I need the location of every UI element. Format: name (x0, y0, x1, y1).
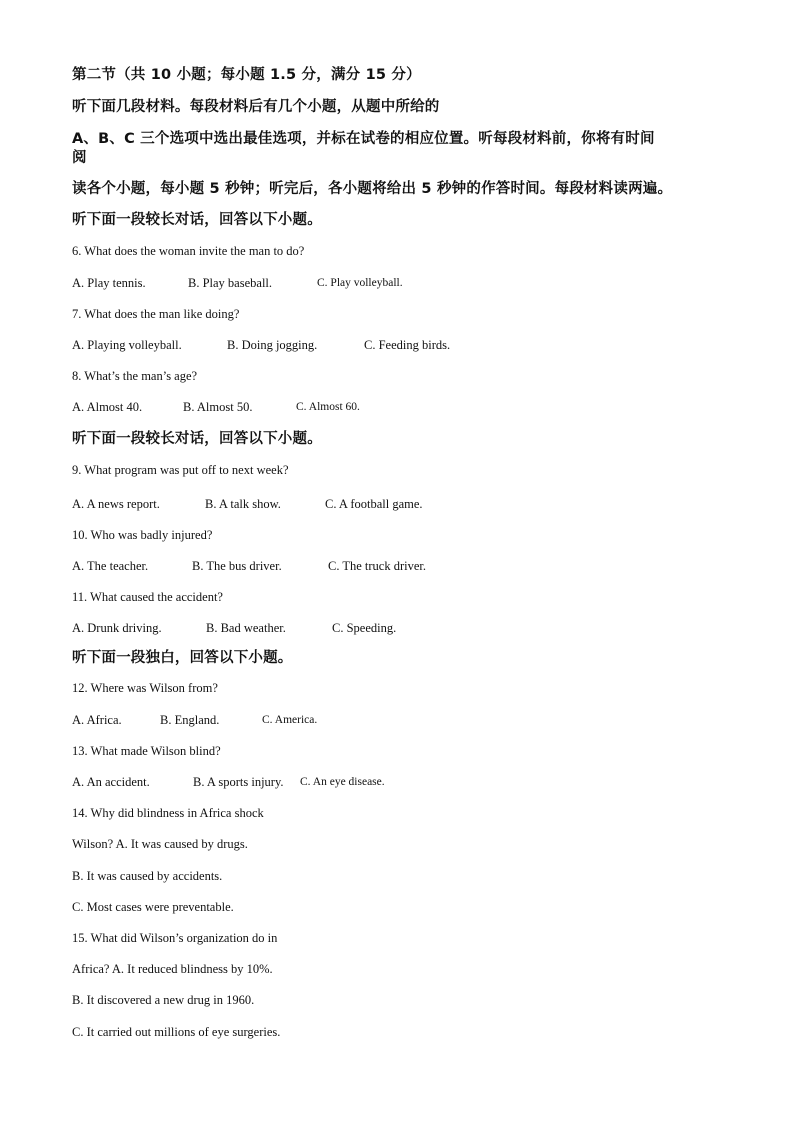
option-c: C. An eye disease. (300, 776, 385, 788)
option-a: A. Play tennis. (72, 276, 146, 290)
option-c: C. Almost 60. (296, 401, 360, 413)
question-stem: 11. What caused the accident? (72, 590, 223, 604)
question-stem: 10. Who was badly injured? (72, 528, 213, 542)
option-c: C. Play volleyball. (317, 277, 403, 289)
instruction-line-2-wrap: 阅 (72, 150, 87, 166)
instruction-line-3: 读各个小题，每小题 5 秒钟；听完后，各小题将给出 5 秒钟的作答时间。每段材料读两遍。 (72, 181, 673, 197)
option-b: B. A sports injury. (193, 775, 284, 789)
option-c: C. Most cases were preventable. (72, 900, 234, 914)
question-stem-continued: Africa? A. It reduced blindness by 10%. (72, 962, 273, 976)
instruction-line-1: 听下面几段材料。每段材料后有几个小题，从题中所给的 (72, 99, 440, 115)
question-stem-continued: Wilson? A. It was caused by drugs. (72, 837, 248, 851)
question-stem: 6. What does the woman invite the man to do? (72, 244, 305, 258)
section-title: 第二节（共 10 小题；每小题 1.5 分，满分 15 分） (72, 67, 421, 83)
question-stem: 13. What made Wilson blind? (72, 744, 221, 758)
instruction-line-2: A、B、C 三个选项中选出最佳选项，并标在试卷的相应位置。听每段材料前，你将有时间 (72, 131, 655, 147)
option-a: A. Almost 40. (72, 400, 143, 414)
option-b: B. The bus driver. (192, 559, 282, 573)
option-a: A. An accident. (72, 775, 150, 789)
option-b: B. It discovered a new drug in 1960. (72, 993, 255, 1007)
option-b: B. Play baseball. (188, 276, 273, 290)
option-b: B. Doing jogging. (227, 338, 318, 352)
question-stem: 8. What’s the man’s age? (72, 369, 198, 383)
option-b: B. Bad weather. (206, 621, 286, 635)
option-b: B. A talk show. (205, 497, 281, 511)
passage-header-1: 听下面一段较长对话，回答以下小题。 (72, 212, 322, 228)
question-stem: 12. Where was Wilson from? (72, 681, 218, 695)
passage-header-3: 听下面一段独白，回答以下小题。 (72, 650, 293, 666)
option-c: C. Feeding birds. (364, 338, 451, 352)
option-a: A. A news report. (72, 497, 160, 511)
option-c: C. Speeding. (332, 621, 397, 635)
option-a: A. The teacher. (72, 559, 149, 573)
option-b: B. England. (160, 713, 220, 727)
question-stem: 7. What does the man like doing? (72, 307, 240, 321)
option-c: C. A football game. (325, 497, 423, 511)
question-stem: 9. What program was put off to next week? (72, 463, 289, 477)
option-c: C. It carried out millions of eye surgeries. (72, 1025, 281, 1039)
option-b: B. It was caused by accidents. (72, 869, 223, 883)
option-a: A. Playing volleyball. (72, 338, 182, 352)
option-c: C. America. (262, 714, 318, 726)
option-b: B. Almost 50. (183, 400, 253, 414)
option-a: A. Africa. (72, 713, 122, 727)
option-a: A. Drunk driving. (72, 621, 162, 635)
option-c: C. The truck driver. (328, 559, 427, 573)
question-stem: 14. Why did blindness in Africa shock (72, 806, 264, 820)
question-stem: 15. What did Wilson’s organization do in (72, 931, 278, 945)
passage-header-2: 听下面一段较长对话，回答以下小题。 (72, 431, 322, 447)
